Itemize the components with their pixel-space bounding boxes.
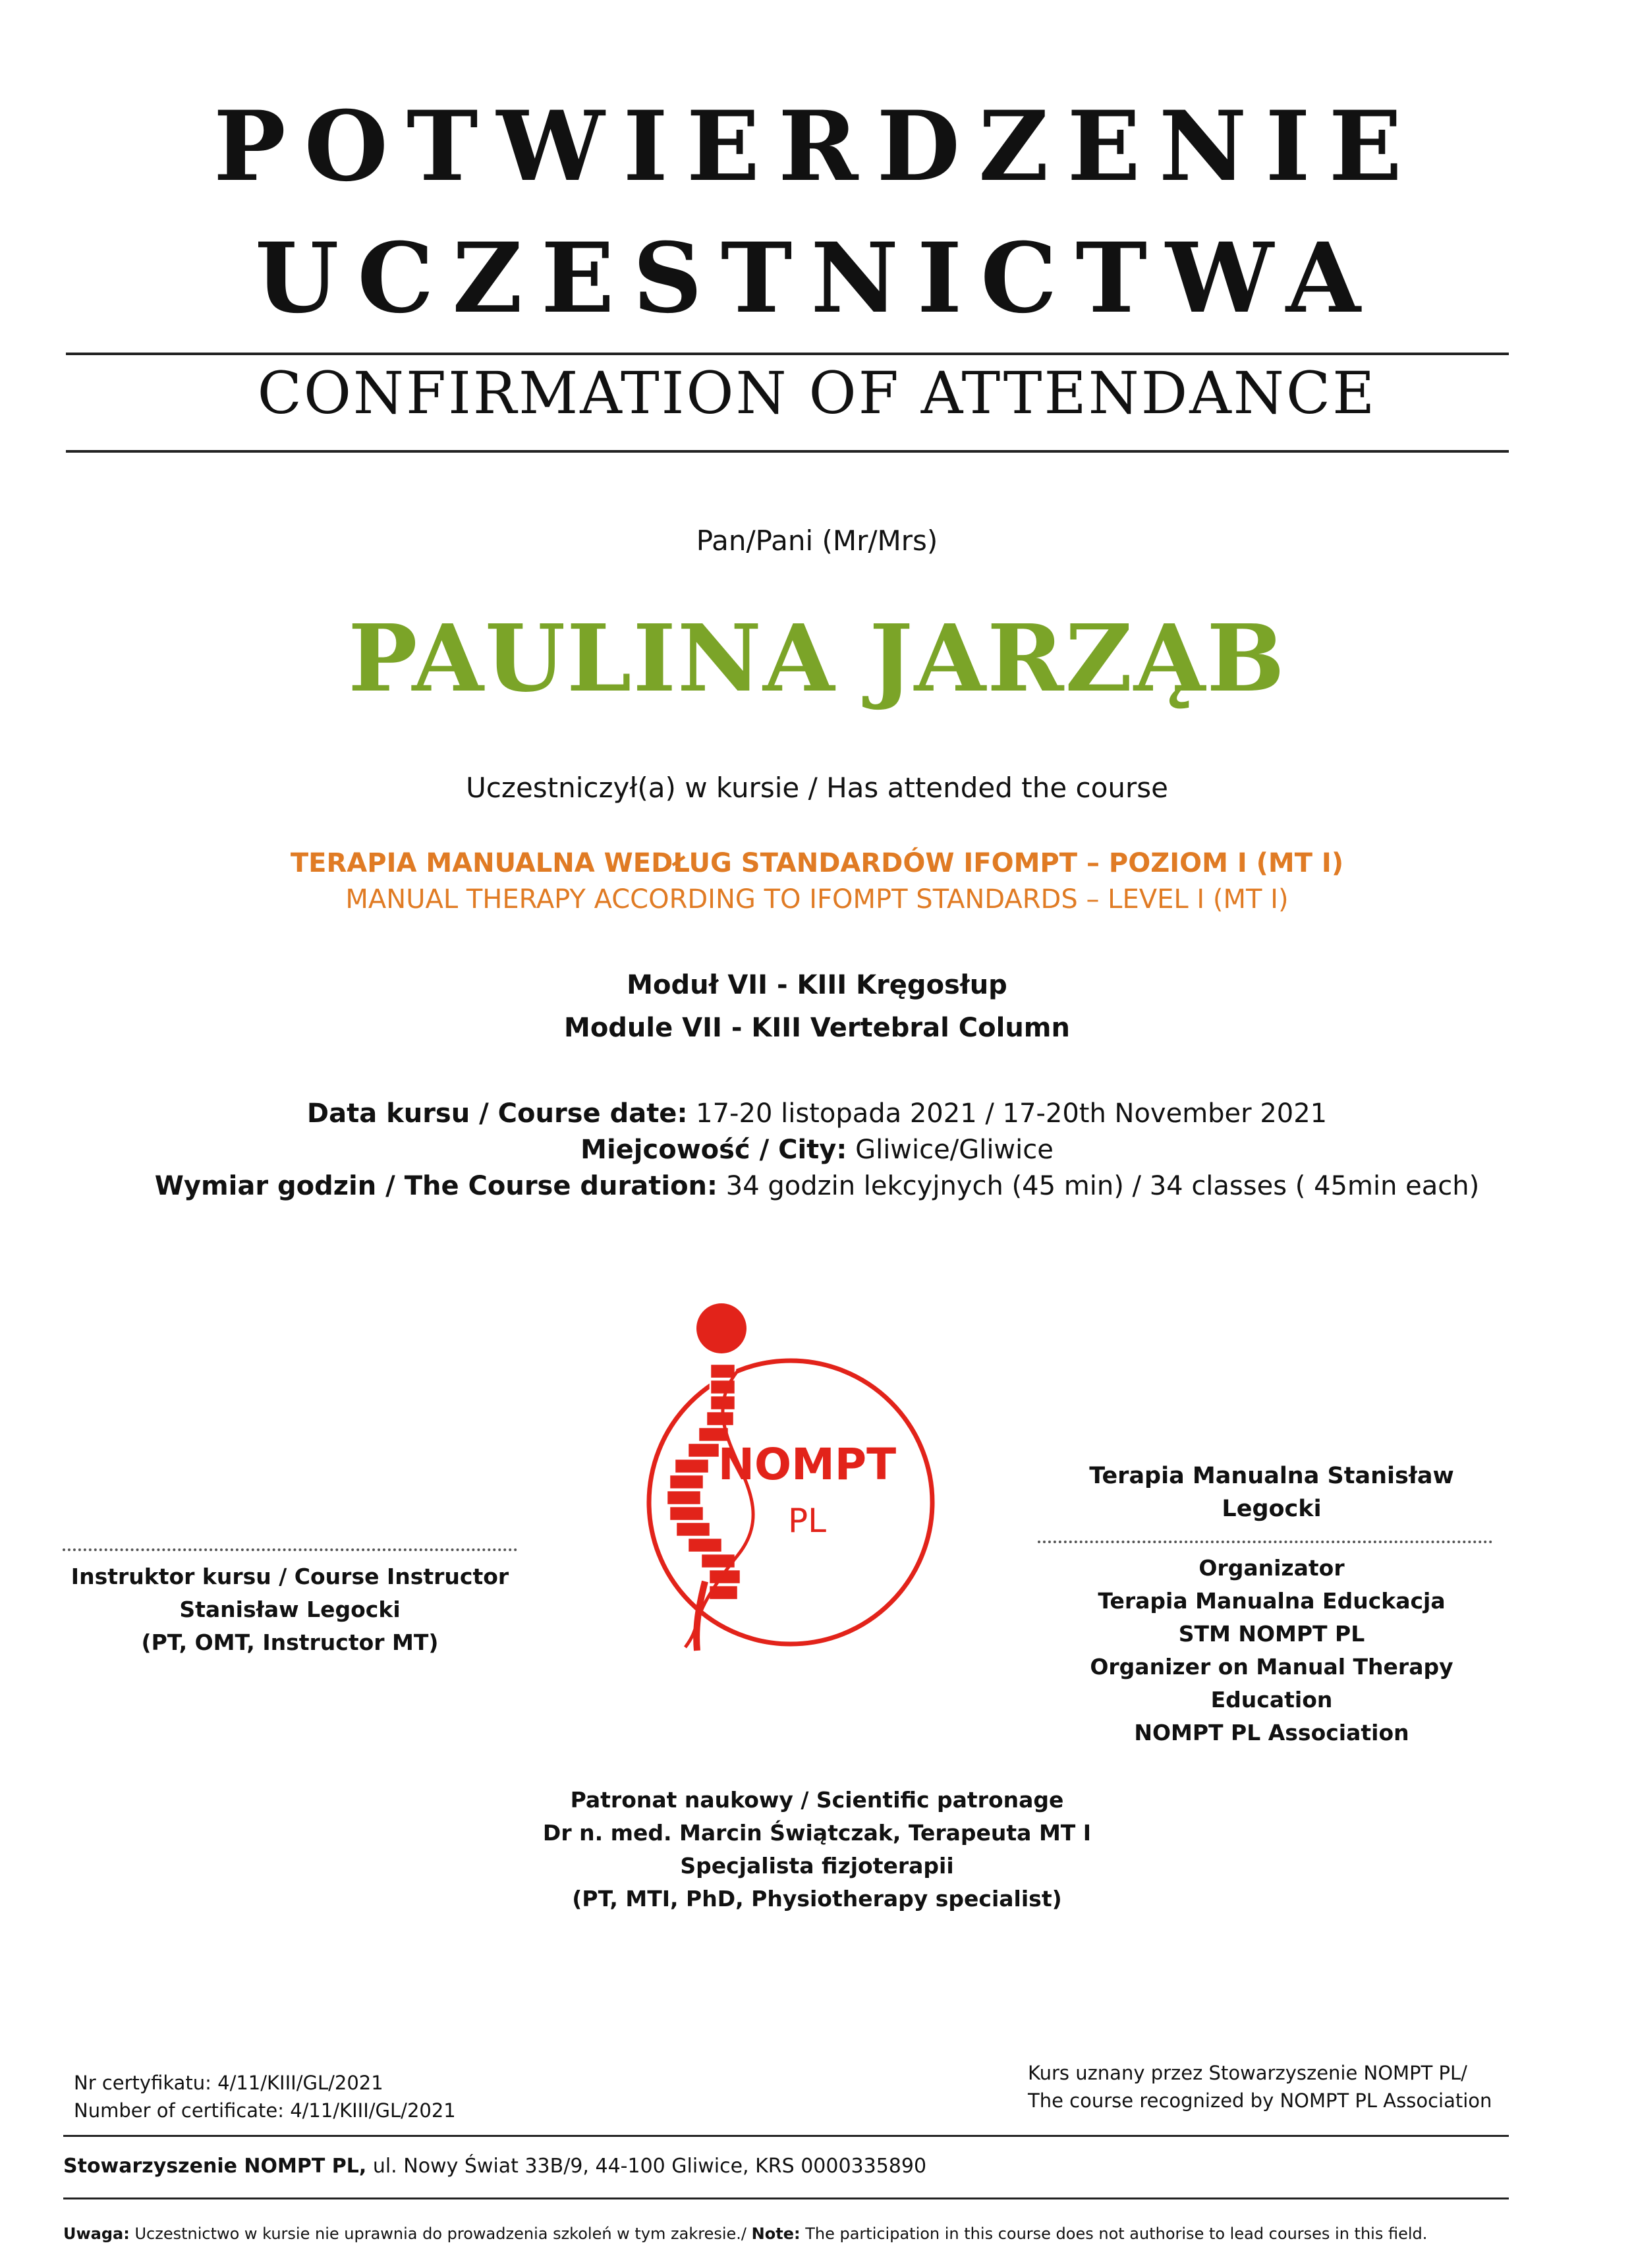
organizer-signature-line: [1038, 1541, 1492, 1543]
patronage-label: Patronat naukowy / Scientific patronage: [570, 1787, 1064, 1813]
organizer-org: STM NOMPT PL: [1178, 1621, 1365, 1647]
course-name-english: MANUAL THERAPY ACCORDING TO IFOMPT STANDARDS – LEVEL I (MT I): [345, 884, 1289, 915]
note-label-polish: Uwaga:: [63, 2225, 130, 2243]
title-divider-top: [66, 353, 1509, 355]
course-duration-label: Wymiar godzin / The Course duration:: [154, 1171, 718, 1201]
note-label-english: Note:: [751, 2225, 801, 2243]
course-city-value: Gliwice/Gliwice: [855, 1135, 1054, 1165]
patronage-credentials: (PT, MTI, PhD, Physiotherapy specialist): [572, 1886, 1062, 1912]
module-english: Module VII - KIII Vertebral Column: [564, 1013, 1070, 1043]
footer-divider-bottom: [63, 2197, 1509, 2199]
attended-label: Uczestniczył(a) w kursie / Has attended the course: [466, 772, 1168, 804]
title-english: CONFIRMATION OF ATTENDANCE: [257, 359, 1377, 427]
course-duration-row: [0, 1173, 1634, 1199]
course-city-label: Miejcowość / City:: [580, 1135, 847, 1165]
recognition-polish: Kurs uznany przez Stowarzyszenie NOMPT PL/: [1028, 2062, 1467, 2084]
recognition-english: The course recognized by NOMPT PL Association: [1028, 2089, 1492, 2112]
certificate-number-polish: Nr certyfikatu: 4/11/KIII/GL/2021: [74, 2072, 383, 2094]
address-org: Stowarzyszenie NOMPT PL,: [63, 2155, 367, 2178]
title-divider-bottom: [66, 450, 1509, 453]
course-name-polish: TERAPIA MANUALNA WEDŁUG STANDARDÓW IFOMPT – POZIOM I (MT I): [290, 848, 1344, 878]
title-polish-line2: UCZESTNICTWA: [255, 222, 1379, 335]
note-text-polish: Uczestnictwo w kursie nie uprawnia do prowadzenia szkoleń w tym zakresie./: [129, 2225, 752, 2243]
nompt-spine-logo-icon: [633, 1291, 936, 1660]
salutation: Pan/Pani (Mr/Mrs): [696, 524, 938, 557]
organizer-org-english: NOMPT PL Association: [1134, 1720, 1409, 1745]
patronage-specialty: Specjalista fizjoterapii: [680, 1853, 954, 1879]
organizer-role: Organizator: [1198, 1555, 1345, 1581]
module-polish: Moduł VII - KIII Kręgosłup: [627, 970, 1007, 1000]
course-date-label: Data kursu / Course date:: [306, 1098, 688, 1129]
patronage-name: Dr n. med. Marcin Świątczak, Terapeuta MT I: [542, 1820, 1092, 1846]
course-date-row: [0, 1100, 1634, 1127]
organizer-name: Terapia Manualna Educkacja: [1098, 1588, 1446, 1614]
association-address: [63, 2153, 926, 2180]
instructor-role: Instruktor kursu / Course Instructor: [70, 1564, 509, 1589]
organizer-top-line: Terapia Manualna Stanisław Legocki: [1089, 1463, 1454, 1522]
logo-text-main: NOMPT: [718, 1439, 897, 1490]
patronage-block: [514, 1784, 1120, 1915]
logo-head-dot: [696, 1303, 747, 1353]
recipient-name: PAULINA JARZĄB: [348, 605, 1286, 713]
organizer-role-english: Organizer on Manual Therapy Education: [1090, 1654, 1453, 1713]
instructor-credentials: (PT, OMT, Instructor MT): [141, 1630, 439, 1655]
course-date-value: 17-20 listopada 2021 / 17-20th November 2021: [696, 1098, 1328, 1129]
footer-divider-top: [63, 2135, 1509, 2137]
certificate-number-block: [74, 2069, 456, 2124]
address-rest: ul. Nowy Świat 33B/9, 44-100 Gliwice, KRS 0000335890: [366, 2155, 927, 2178]
instructor-signature-line: [63, 1548, 517, 1551]
logo-text-sub: PL: [787, 1502, 827, 1540]
instructor-name: Stanisław Legocki: [179, 1597, 401, 1622]
course-duration-value: 34 godzin lekcyjnych (45 min) / 34 classes ( 45min each): [725, 1171, 1480, 1201]
recognition-block: [1028, 2059, 1492, 2114]
organizer-block: [1041, 1552, 1502, 1749]
certificate-number-english: Number of certificate: 4/11/KIII/GL/2021: [74, 2099, 456, 2122]
course-city-row: [0, 1137, 1634, 1163]
note-text-english: The participation in this course does not authorise to lead courses in this field.: [800, 2225, 1428, 2243]
title-polish-line1: POTWIERDZENIE: [213, 90, 1421, 203]
note-line: [63, 2226, 1427, 2242]
instructor-block: [53, 1560, 527, 1659]
